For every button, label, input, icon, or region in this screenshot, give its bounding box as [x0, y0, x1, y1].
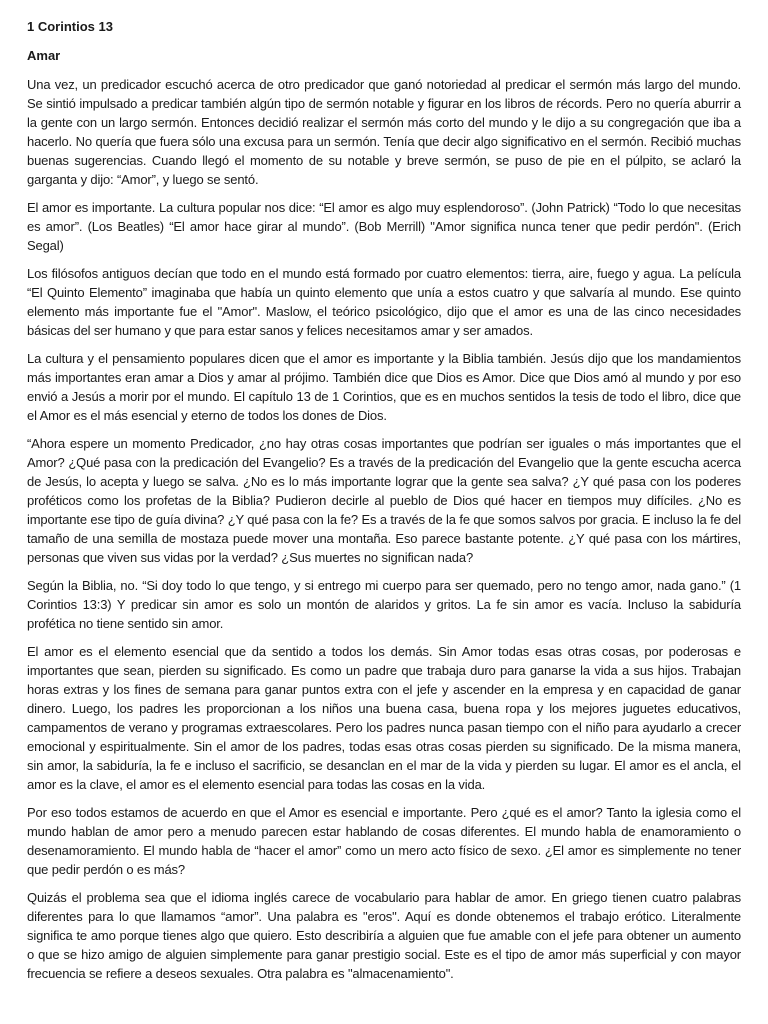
- paragraph: “Ahora espere un momento Predicador, ¿no hay otras cosas importantes que podrían ser iguales o más importantes que el Amor? ¿Qué pasa con la predicación del Evangelio? Es a través de la predicación del Evangelio que la gente escucha acerca de Jesús, lo acepta y luego se salva. ¿No es lo más importante lograr que la gente sea salva? ¿Y qué pasa con los poderes proféticos como los profetas de la Biblia? Pudieron decirle al pueblo de Dios qué hacer en tiempos muy difíciles. ¿No es importante ese tipo de guía divina? ¿Y qué pasa con la fe? Es a través de la fe que somos salvos por gracia. E incluso la fe del tamaño de una semilla de mostaza puede mover una montaña. Eso parece bastante potente. ¿Y qué pasa con los mártires, personas que viven sus vidas por la verdad? ¿Sus muertes no significan nada?: [27, 436, 741, 565]
- document-subtitle: Amar: [27, 48, 61, 63]
- paragraph: Por eso todos estamos de acuerdo en que el Amor es esencial e importante. Pero ¿qué es el amor? Tanto la iglesia como el mundo hablan de amor pero a menudo parecen estar hablando de cosas diferentes. El mundo habla de enamoramiento o desenamoramiento. El mundo habla de “hacer el amor” como un mero acto físico de sexo. ¿El amor es simplemente no tener que pedir perdón o es más?: [27, 805, 741, 877]
- paragraph: El amor es importante. La cultura popular nos dice: “El amor es algo muy esplendoroso”. (John Patrick) “Todo lo que necesitas es amor”. (Los Beatles) “El amor hace girar al mundo”. (Bob Merrill) "Amor significa nunca tener que pedir perdón". (Erich Segal): [27, 200, 741, 253]
- paragraph: El amor es el elemento esencial que da sentido a todos los demás. Sin Amor todas esas otras cosas, por poderosas e importantes que sean, pierden su significado. Es como un padre que trabaja duro para ganarse la vida a sus hijos. Trabajan horas extras y los fines de semana para ganar puntos extra con el jefe y ascender en la empresa y en capacidad de ganar dinero. Luego, los padres les proporcionan a los niños una buena casa, buena ropa y los mejores juguetes educativos, campamentos de verano y programas extraescolares. Pero los padres nunca pasan tiempo con el niño para ayudarlo a crecer emocional y espiritualmente. Sin el amor de los padres, todas esas otras cosas pierden su significado. De la misma manera, sin amor, la sabiduría, la fe e incluso el sacrificio, se desanclan en el mar de la vida y pierden su lugar. El amor es el ancla, el amor es la clave, el amor es el elemento esencial para todas las cosas en la vida.: [27, 644, 741, 792]
- paragraph: Los filósofos antiguos decían que todo en el mundo está formado por cuatro elementos: tierra, aire, fuego y agua. La película “El Quinto Elemento” imaginaba que había un quinto elemento que unía a estos cuatro y que salvaría al mundo. Ese quinto elemento más importante fue el "Amor". Maslow, el teórico psicológico, dijo que el amor es una de las cinco necesidades básicas del ser humano y que para estar sanos y felices necesitamos amar y ser amados.: [27, 266, 741, 338]
- paragraph: La cultura y el pensamiento populares dicen que el amor es importante y la Biblia también. Jesús dijo que los mandamientos más importantes eran amar a Dios y amar al prójimo. También dice que Dios es Amor. Dice que Dios amó al mundo y por eso envió a Jesús a morir por el mundo. El capítulo 13 de 1 Corintios, que es en muchos sentidos la tesis de todo el libro, dice que el Amor es el más esencial y eterno de todos los dones de Dios.: [27, 351, 741, 423]
- paragraph: Quizás el problema sea que el idioma inglés carece de vocabulario para hablar de amor. En griego tienen cuatro palabras diferentes para lo que llamamos “amor”. Una palabra es "eros". Aquí es donde obtenemos el trabajo erótico. Literalmente significa te amo porque tienes algo que quiero. Esto describiría a alguien que fue amable con el jefe para obtener un aumento o que se hizo amigo de alguien simplemente para ganar prestigio social. Este es el tipo de amor más superficial y con mayor frecuencia se refiere a deseos sexuales. Otra palabra es "almacenamiento".: [27, 890, 741, 981]
- document-title: 1 Corintios 13: [27, 19, 113, 34]
- paragraph: Una vez, un predicador escuchó acerca de otro predicador que ganó notoriedad al predicar el sermón más largo del mundo. Se sintió impulsado a predicar también algún tipo de sermón notable y figurar en los libros de récords. Pero no quería aburrir a la gente con un largo sermón. Entonces decidió realizar el sermón más corto del mundo y le dijo a su congregación que iba a hacerlo. No quería que fuera sólo una excusa para un sermón. Tenía que decir algo significativo en el sermón. Recibió muchas buenas sugerencias. Cuando llegó el momento de su notable y breve sermón, se puso de pie en el púlpito, se aclaró la garganta y dijo: “Amor”, y luego se sentó.: [27, 77, 741, 187]
- paragraph: Según la Biblia, no. “Si doy todo lo que tengo, y si entrego mi cuerpo para ser quemado, pero no tengo amor, nada gano.” (1 Corintios 13:3) Y predicar sin amor es solo un montón de alaridos y gritos. La fe sin amor es vacía. Incluso la sabiduría profética no tiene sentido sin amor.: [27, 578, 741, 631]
